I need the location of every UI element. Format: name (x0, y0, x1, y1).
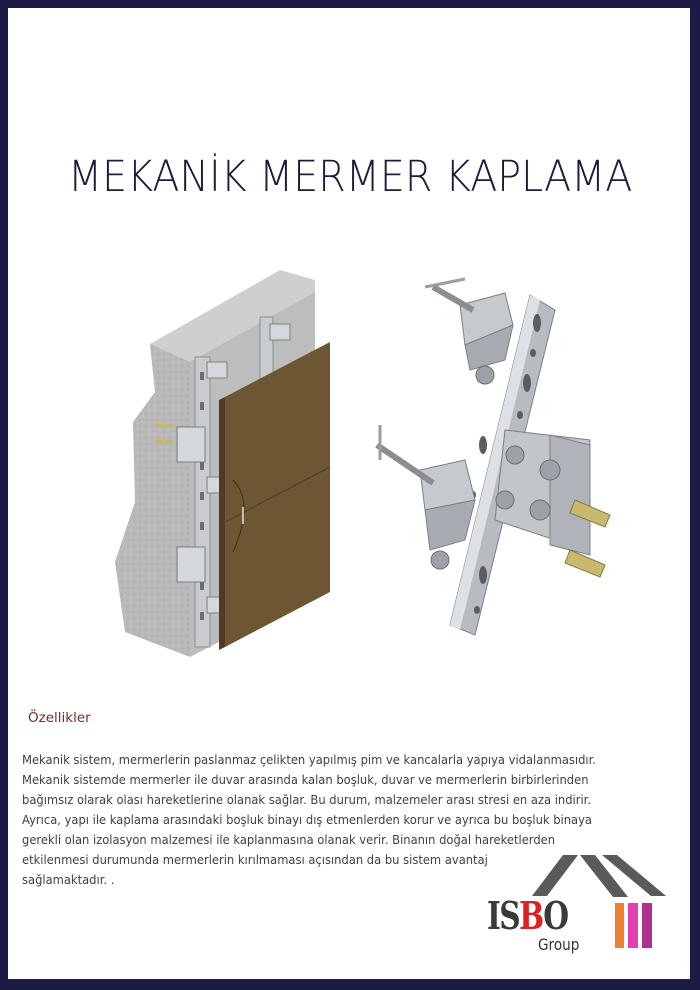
frame-right-bar (691, 225, 700, 700)
logo-letter: S (499, 893, 520, 938)
logo-bar-purple (642, 903, 652, 948)
description-line: Mekanik sistemde mermerler ile duvar arasında kalan boşluk, duvar ve mermerlerin birbirlerinden (22, 772, 589, 787)
logo-wordmark (487, 893, 568, 938)
bracket-detail-illustration (365, 265, 645, 640)
logo-subtitle: Group (538, 935, 580, 954)
description-line: bağımsız olarak olası hareketlerine olanak sağlar. Bu durum, malzemeler arası stresi en aza indirir. (22, 792, 592, 807)
logo-bar-orange (615, 903, 624, 948)
description-line: Ayrıca, yapı ile kaplama arasındaki boşluk binayı dış etmenlerden korur ve ayrıca bu boşluk binaya (22, 812, 592, 827)
description-line: sağlamaktadır. . (22, 872, 115, 887)
logo-roof-stripe (532, 855, 578, 896)
page-title: MEKANİK MERMER KAPLAMA (67, 152, 633, 202)
wall-assembly-illustration (115, 262, 355, 657)
description-line: Mekanik sistem, mermerlerin paslanmaz çelikten yapılmış pim ve kancalarla yapıya vidalanmasıdır. (22, 752, 596, 767)
logo-letter: O (543, 893, 568, 938)
logo-bar-pink (628, 903, 638, 948)
logo-letter: I (487, 893, 500, 938)
logo-letter: B (519, 893, 544, 938)
description-line: etkilenmesi durumunda mermerlerin kırılmaması açısından da bu sistem avantaj (22, 852, 488, 867)
description-line: gerekli olan izolasyon malzemesi ile kaplanmasına olanak verir. Binanın doğal hareketlerden (22, 832, 556, 847)
section-title: Özellikler (28, 710, 91, 726)
